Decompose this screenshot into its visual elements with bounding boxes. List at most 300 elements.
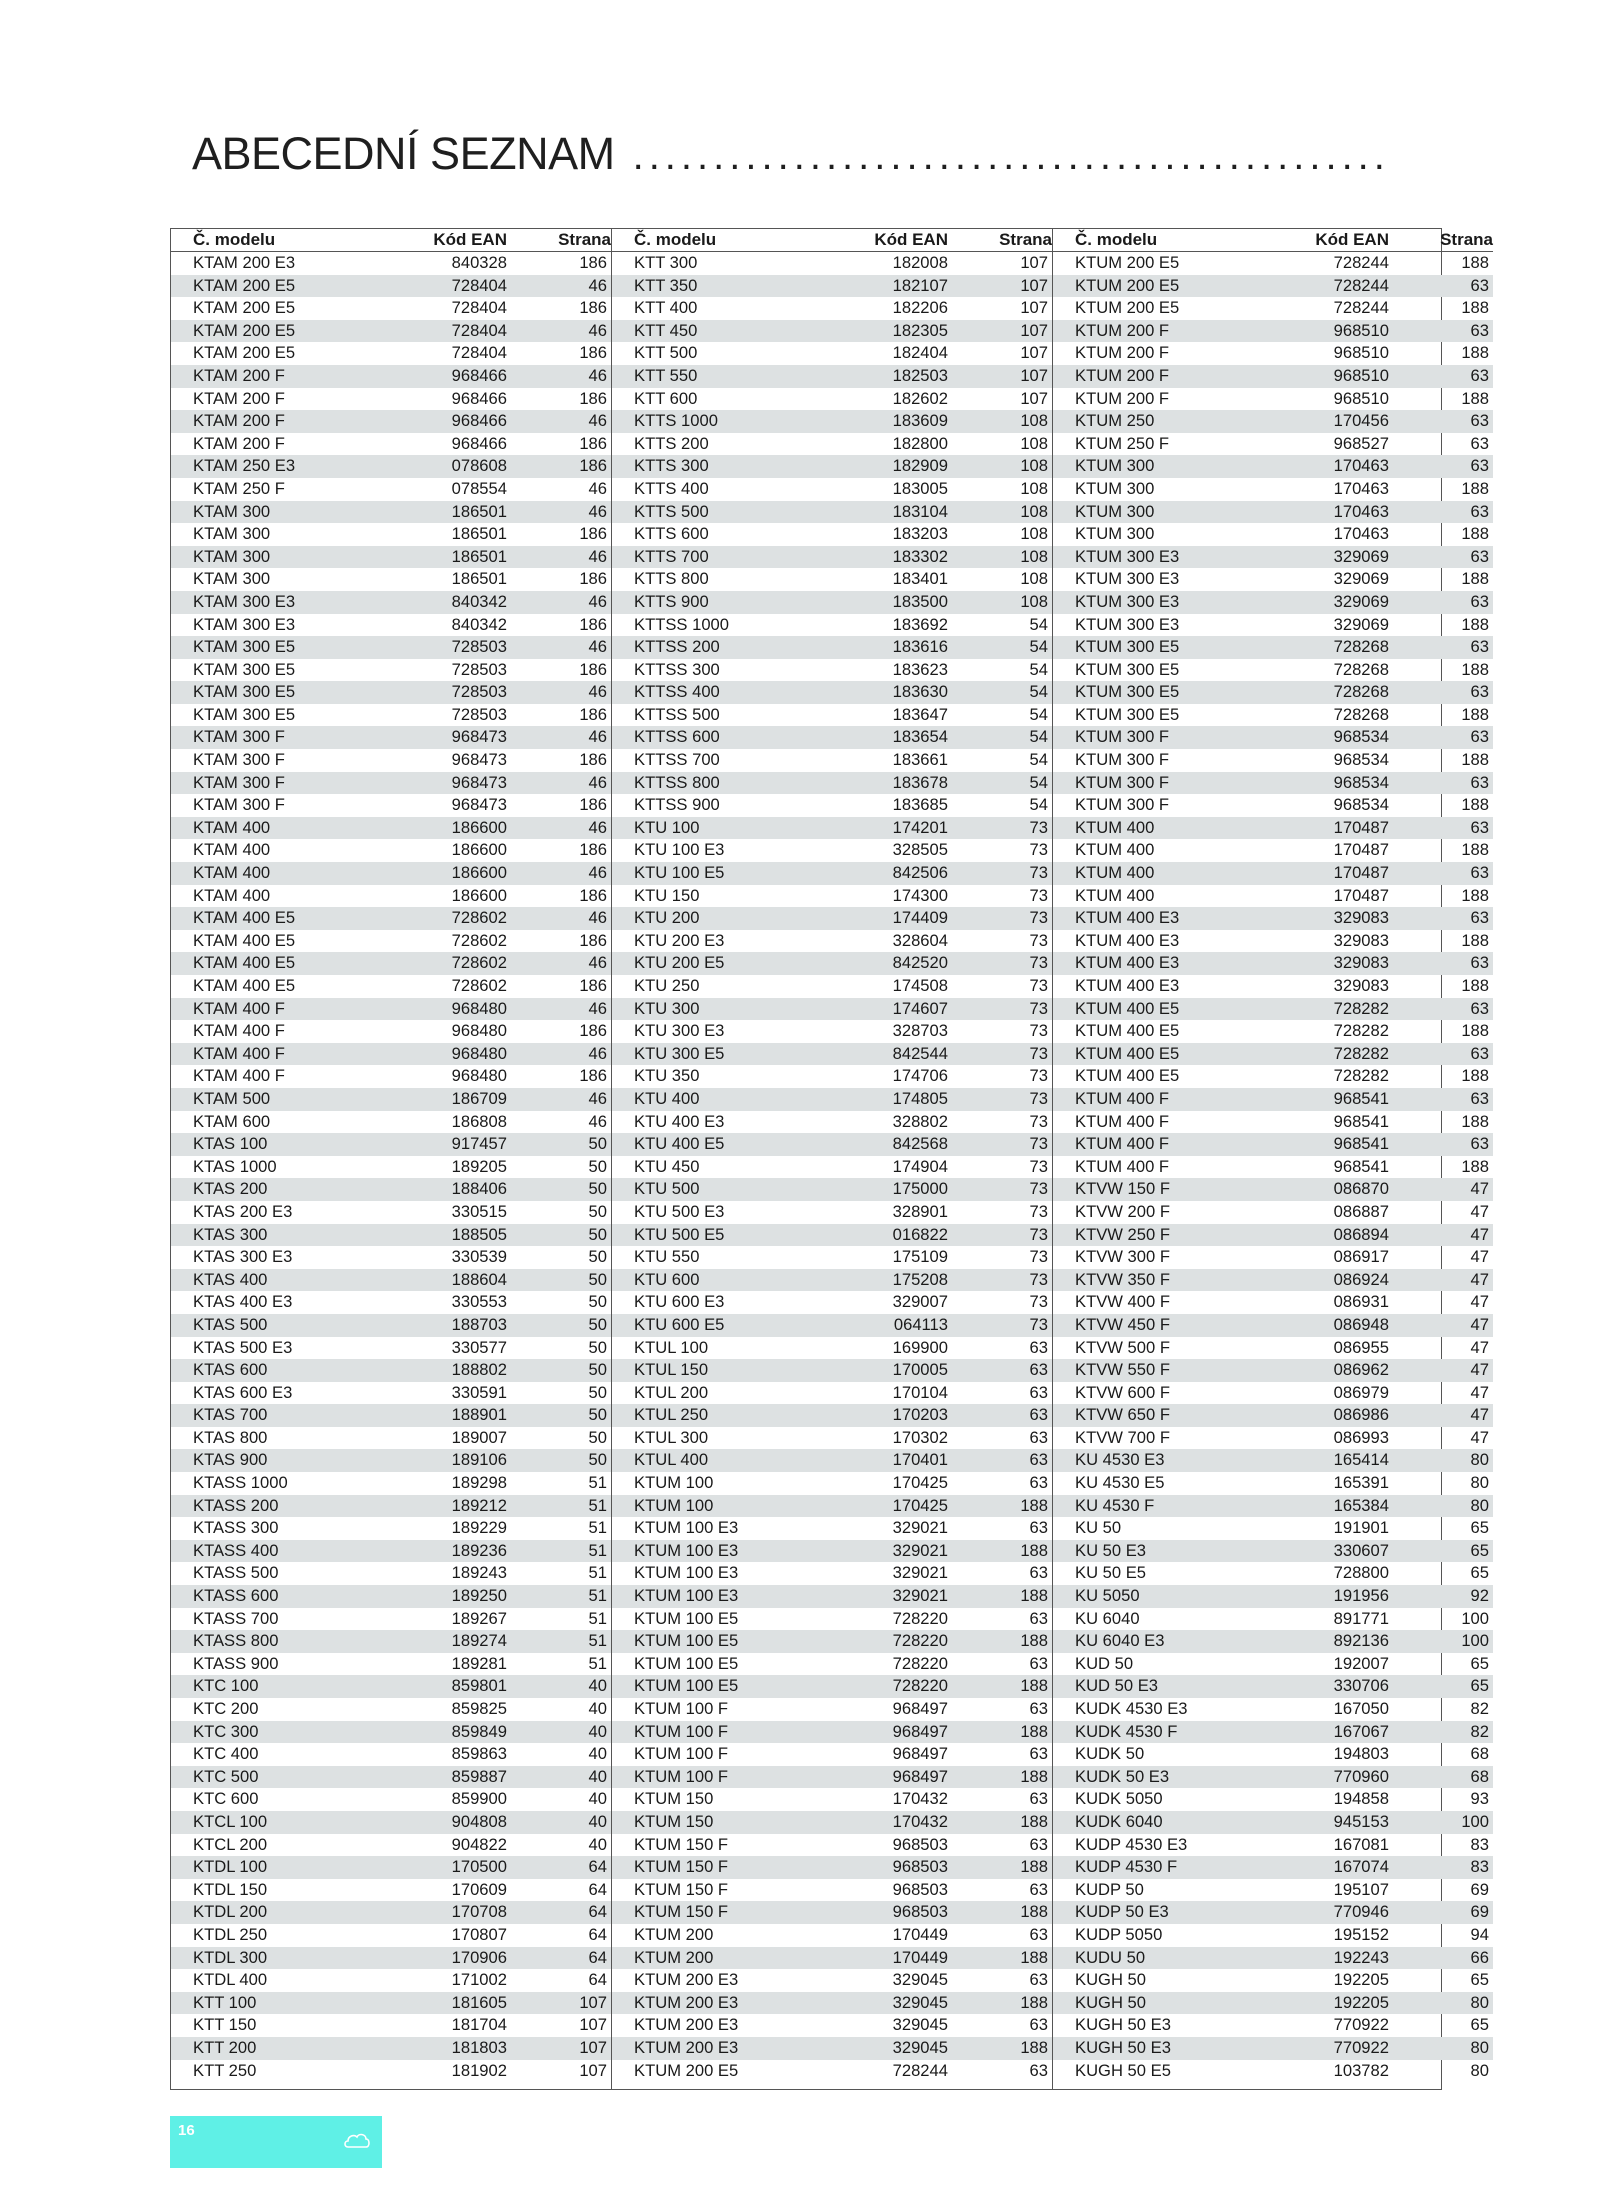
cell-ean: 086948 [1333, 1314, 1389, 1334]
cell-strana: 63 [1029, 1563, 1048, 1583]
cell-ean: 183203 [892, 524, 948, 544]
cell-model: KTAM 300 E5 [193, 682, 296, 702]
table-row [1053, 1224, 1493, 1247]
table-row [612, 862, 1052, 885]
table-row [171, 568, 611, 591]
cell-model: KTUL 200 [634, 1382, 709, 1402]
cell-strana: 51 [588, 1495, 607, 1515]
cell-ean: 859849 [451, 1721, 507, 1741]
cell-ean: 728244 [1333, 275, 1389, 295]
cell-model: KTAS 300 [193, 1224, 268, 1244]
cell-model: KTUM 300 E5 [1075, 704, 1180, 724]
cell-model: KTAS 900 [193, 1450, 268, 1470]
cell-model: KTUM 400 [1075, 840, 1155, 860]
cell-ean: 182800 [892, 433, 948, 453]
cell-model: KUDP 50 [1075, 1879, 1144, 1899]
cell-ean: 170487 [1333, 840, 1389, 860]
table-row [612, 636, 1052, 659]
cell-strana: 46 [588, 275, 607, 295]
cell-ean: 194858 [1333, 1789, 1389, 1809]
table-row [1053, 433, 1493, 456]
cell-strana: 108 [1020, 569, 1048, 589]
cell-model: KTU 200 E5 [634, 953, 725, 973]
cell-strana: 47 [1470, 1427, 1489, 1447]
table-row [612, 1992, 1052, 2015]
cell-ean: 328604 [892, 930, 948, 950]
cell-ean: 728503 [451, 659, 507, 679]
cell-strana: 63 [1029, 1405, 1048, 1425]
cell-strana: 47 [1470, 1360, 1489, 1380]
cell-strana: 64 [588, 1902, 607, 1922]
table-row [171, 1291, 611, 1314]
table-row [612, 478, 1052, 501]
cell-strana: 47 [1470, 1292, 1489, 1312]
cell-strana: 188 [1461, 298, 1489, 318]
cell-ean: 086986 [1333, 1405, 1389, 1425]
cell-ean: 329069 [1333, 546, 1389, 566]
table-row [1053, 1359, 1493, 1382]
cell-strana: 63 [1029, 1879, 1048, 1899]
cell-model: KTCL 100 [193, 1811, 268, 1831]
table-row [1053, 1201, 1493, 1224]
table-row [171, 704, 611, 727]
cell-ean: 329045 [892, 2037, 948, 2057]
cell-strana: 63 [1470, 1134, 1489, 1154]
cell-ean: 328505 [892, 840, 948, 860]
table-row [171, 772, 611, 795]
cell-model: KTUM 100 E3 [634, 1518, 739, 1538]
cell-model: KTTSS 1000 [634, 614, 730, 634]
cell-ean: 728220 [892, 1653, 948, 1673]
cell-strana: 47 [1470, 1337, 1489, 1357]
table-header [612, 229, 1052, 252]
cell-model: KUDK 50 [1075, 1744, 1145, 1764]
cell-ean: 195152 [1333, 1924, 1389, 1944]
cell-model: KU 50 E3 [1075, 1540, 1147, 1560]
cell-strana: 73 [1029, 885, 1048, 905]
cell-model: KTUM 400 E5 [1075, 998, 1180, 1018]
table-row [612, 1653, 1052, 1676]
cell-ean: 770960 [1333, 1766, 1389, 1786]
cell-strana: 94 [1470, 1924, 1489, 1944]
cell-strana: 186 [579, 614, 607, 634]
cell-ean: 183654 [892, 727, 948, 747]
table-row [171, 952, 611, 975]
cell-ean: 728268 [1333, 704, 1389, 724]
cell-strana: 50 [588, 1450, 607, 1470]
cell-ean: 968503 [892, 1879, 948, 1899]
cell-strana: 50 [588, 1292, 607, 1312]
cell-strana: 73 [1029, 1043, 1048, 1063]
table-row [171, 817, 611, 840]
cell-model: KTDL 200 [193, 1902, 268, 1922]
cell-model: KTTS 300 [634, 456, 709, 476]
cell-strana: 68 [1470, 1766, 1489, 1786]
cell-ean: 086917 [1333, 1247, 1389, 1267]
cell-strana: 73 [1029, 1066, 1048, 1086]
cell-strana: 68 [1470, 1744, 1489, 1764]
cell-model: KTT 250 [193, 2060, 257, 2080]
cell-strana: 188 [1461, 659, 1489, 679]
cell-model: KTVW 500 F [1075, 1337, 1170, 1357]
cell-model: KTAM 200 F [193, 433, 285, 453]
cell-model: KTVW 150 F [1075, 1179, 1170, 1199]
table-row [171, 1020, 611, 1043]
cell-model: KTAM 400 F [193, 1043, 285, 1063]
cell-ean: 167050 [1333, 1699, 1389, 1718]
cell-ean: 859900 [451, 1789, 507, 1809]
cell-ean: 904822 [451, 1834, 507, 1854]
cell-model: KTT 350 [634, 275, 698, 295]
cell-ean: 892136 [1333, 1631, 1389, 1651]
table-row [612, 546, 1052, 569]
cell-model: KTUM 300 E3 [1075, 614, 1180, 634]
cell-ean: 859863 [451, 1744, 507, 1764]
cell-model: KTAS 700 [193, 1405, 268, 1425]
cell-strana: 73 [1029, 1314, 1048, 1334]
cell-strana: 107 [1020, 365, 1048, 385]
table-row [171, 1224, 611, 1247]
table-row [171, 1743, 611, 1766]
cell-model: KTTS 200 [634, 433, 709, 453]
table-row [1053, 546, 1493, 569]
cell-model: KTU 600 E3 [634, 1292, 725, 1312]
cell-strana: 186 [579, 1021, 607, 1041]
table-row [1053, 320, 1493, 343]
cell-ean: 968510 [1333, 388, 1389, 408]
cell-ean: 183104 [892, 501, 948, 521]
table-row [612, 1427, 1052, 1450]
cell-model: KUGH 50 E5 [1075, 2060, 1171, 2080]
table-row [1053, 1404, 1493, 1427]
cell-model: KTDL 150 [193, 1879, 268, 1899]
cell-ean: 968510 [1333, 365, 1389, 385]
cell-ean: 182909 [892, 456, 948, 476]
cell-ean: 728244 [1333, 253, 1389, 272]
cell-ean: 195107 [1333, 1879, 1389, 1899]
table-row [1053, 930, 1493, 953]
table-row [1053, 1043, 1493, 1066]
cell-strana: 73 [1029, 908, 1048, 928]
table-row [1053, 998, 1493, 1021]
cell-model: KTUM 400 F [1075, 1156, 1170, 1176]
table-row [612, 2037, 1052, 2060]
table-row [171, 1133, 611, 1156]
table-row [612, 1156, 1052, 1179]
cell-model: KUGH 50 E3 [1075, 2037, 1171, 2057]
table-row [171, 1449, 611, 1472]
cell-strana: 46 [588, 727, 607, 747]
page-footer-tab [170, 2116, 382, 2168]
cell-strana: 50 [588, 1314, 607, 1334]
cell-model: KTAS 200 [193, 1179, 268, 1199]
cell-ean: 170463 [1333, 524, 1389, 544]
header-strana: Strana [558, 230, 611, 249]
cell-strana: 73 [1029, 1201, 1048, 1221]
table-row [171, 1427, 611, 1450]
cell-model: KTAM 300 [193, 524, 271, 544]
cell-strana: 108 [1020, 591, 1048, 611]
cell-ean: 086955 [1333, 1337, 1389, 1357]
cell-strana: 40 [588, 1676, 607, 1696]
table-row [171, 1901, 611, 1924]
cell-model: KTAM 300 E3 [193, 614, 296, 634]
table-row [171, 1834, 611, 1857]
cell-ean: 840328 [451, 253, 507, 272]
table-row [1053, 455, 1493, 478]
cell-strana: 73 [1029, 998, 1048, 1018]
cell-ean: 170463 [1333, 478, 1389, 498]
table-row [171, 1585, 611, 1608]
cell-model: KTVW 300 F [1075, 1247, 1170, 1267]
cell-ean: 192007 [1333, 1653, 1389, 1673]
cell-strana: 186 [579, 659, 607, 679]
table-row [612, 1901, 1052, 1924]
cell-ean: 728282 [1333, 1043, 1389, 1063]
cell-strana: 63 [1470, 275, 1489, 295]
cell-strana: 186 [579, 456, 607, 476]
cell-model: KTU 400 E5 [634, 1134, 725, 1154]
cell-strana: 73 [1029, 930, 1048, 950]
table-row [1053, 1178, 1493, 1201]
cell-strana: 51 [588, 1586, 607, 1606]
cell-ean: 842544 [892, 1043, 948, 1063]
cell-model: KTUM 200 E3 [634, 2037, 739, 2057]
cell-model: KTUM 150 F [634, 1902, 729, 1922]
cell-strana: 63 [1470, 320, 1489, 340]
cell-strana: 40 [588, 1811, 607, 1831]
cell-ean: 330607 [1333, 1540, 1389, 1560]
cell-ean: 842506 [892, 863, 948, 883]
cell-strana: 188 [1461, 1111, 1489, 1131]
cell-model: KUD 50 [1075, 1653, 1134, 1673]
cell-strana: 63 [1029, 1653, 1048, 1673]
cell-ean: 728282 [1333, 1066, 1389, 1086]
cell-ean: 728503 [451, 637, 507, 657]
cell-model: KTUM 400 E3 [1075, 908, 1180, 928]
cell-model: KTAS 100 [193, 1134, 268, 1154]
cell-ean: 728220 [892, 1631, 948, 1651]
cell-strana: 46 [588, 953, 607, 973]
cell-model: KTTSS 300 [634, 659, 720, 679]
table-row [1053, 1065, 1493, 1088]
cell-ean: 329021 [892, 1518, 948, 1538]
cell-model: KTAM 200 E3 [193, 253, 296, 272]
table-row [171, 1382, 611, 1405]
cell-ean: 328802 [892, 1111, 948, 1131]
table-row [1053, 501, 1493, 524]
cell-ean: 968480 [451, 1066, 507, 1086]
cell-ean: 968466 [451, 388, 507, 408]
cell-model: KTUL 300 [634, 1427, 709, 1447]
cell-model: KTAS 1000 [193, 1156, 277, 1176]
cell-strana: 188 [1461, 569, 1489, 589]
cell-model: KUDP 50 E3 [1075, 1902, 1169, 1922]
cell-strana: 50 [588, 1247, 607, 1267]
table-row [171, 1111, 611, 1134]
cell-strana: 46 [588, 682, 607, 702]
cell-model: KTUM 200 E5 [634, 2060, 739, 2080]
table-row [612, 749, 1052, 772]
cell-model: KTUM 300 E5 [1075, 659, 1180, 679]
cell-model: KTAM 300 E5 [193, 704, 296, 724]
cell-strana: 46 [588, 817, 607, 837]
cell-model: KTAS 500 E3 [193, 1337, 293, 1357]
table-row [1053, 1585, 1493, 1608]
cell-strana: 47 [1470, 1179, 1489, 1199]
cell-model: KUGH 50 [1075, 1970, 1147, 1990]
cell-strana: 188 [1020, 1586, 1048, 1606]
table-row [1053, 1630, 1493, 1653]
cloud-icon [342, 2128, 372, 2152]
cell-strana: 64 [588, 1970, 607, 1990]
table-row [171, 1540, 611, 1563]
cell-ean: 186501 [451, 546, 507, 566]
table-row [612, 952, 1052, 975]
cell-ean: 328703 [892, 1021, 948, 1041]
table-row [171, 297, 611, 320]
cell-ean: 891771 [1333, 1608, 1389, 1628]
cell-ean: 728800 [1333, 1563, 1389, 1583]
table-row [612, 1766, 1052, 1789]
cell-model: KUDK 50 E3 [1075, 1766, 1170, 1786]
cell-model: KTAM 300 F [193, 750, 285, 770]
cell-model: KTUM 150 [634, 1811, 714, 1831]
cell-model: KTUM 200 E5 [1075, 275, 1180, 295]
cell-model: KTUM 100 E5 [634, 1676, 739, 1696]
cell-model: KTU 100 [634, 817, 700, 837]
cell-strana: 73 [1029, 1088, 1048, 1108]
cell-strana: 107 [579, 1992, 607, 2012]
cell-strana: 80 [1470, 1495, 1489, 1515]
table-row [612, 1111, 1052, 1134]
cell-ean: 170432 [892, 1811, 948, 1831]
cell-model: KTVW 400 F [1075, 1292, 1170, 1312]
table-row [1053, 252, 1493, 275]
cell-model: KTC 100 [193, 1676, 259, 1696]
cell-ean: 968527 [1333, 433, 1389, 453]
table-column [171, 229, 611, 2089]
cell-model: KTTS 400 [634, 478, 709, 498]
cell-model: KTVW 600 F [1075, 1382, 1170, 1402]
cell-model: KTAM 200 E5 [193, 275, 296, 295]
cell-model: KTUM 200 F [1075, 320, 1170, 340]
cell-ean: 728602 [451, 953, 507, 973]
table-row [1053, 1156, 1493, 1179]
cell-model: KTU 300 [634, 998, 700, 1018]
cell-ean: 728220 [892, 1608, 948, 1628]
cell-model: KTASS 600 [193, 1586, 279, 1606]
cell-model: KTUM 300 E3 [1075, 569, 1180, 589]
cell-strana: 46 [588, 478, 607, 498]
cell-ean: 968473 [451, 772, 507, 792]
cell-ean: 170104 [892, 1382, 948, 1402]
cell-model: KTAS 800 [193, 1427, 268, 1447]
cell-model: KTU 550 [634, 1247, 700, 1267]
cell-strana: 63 [1470, 637, 1489, 657]
cell-model: KTT 300 [634, 253, 698, 272]
cell-model: KTT 150 [193, 2015, 257, 2035]
table-row [612, 568, 1052, 591]
table-row [171, 1721, 611, 1744]
table-row [612, 1449, 1052, 1472]
cell-ean: 194803 [1333, 1744, 1389, 1764]
cell-ean: 728268 [1333, 637, 1389, 657]
cell-strana: 63 [1470, 591, 1489, 611]
table-row [1053, 342, 1493, 365]
cell-ean: 181704 [451, 2015, 507, 2035]
header-model: Č. modelu [1075, 230, 1158, 249]
table-row [612, 1834, 1052, 1857]
table-row [1053, 862, 1493, 885]
cell-strana: 186 [579, 885, 607, 905]
cell-strana: 108 [1020, 433, 1048, 453]
table-row [612, 1517, 1052, 1540]
cell-ean: 189106 [451, 1450, 507, 1470]
cell-ean: 170487 [1333, 863, 1389, 883]
cell-model: KTTS 700 [634, 546, 709, 566]
table-row [171, 885, 611, 908]
cell-ean: 859801 [451, 1676, 507, 1696]
cell-ean: 728282 [1333, 998, 1389, 1018]
cell-model: KU 4530 E5 [1075, 1473, 1165, 1493]
cell-ean: 183401 [892, 569, 948, 589]
cell-strana: 47 [1470, 1382, 1489, 1402]
cell-strana: 107 [1020, 343, 1048, 363]
cell-model: KTU 450 [634, 1156, 700, 1176]
cell-model: KTUM 300 E3 [1075, 591, 1180, 611]
table-row [612, 839, 1052, 862]
table-row [171, 1947, 611, 1970]
cell-ean: 170708 [451, 1902, 507, 1922]
table-row [1053, 410, 1493, 433]
cell-model: KTAM 400 E5 [193, 908, 296, 928]
cell-strana: 108 [1020, 456, 1048, 476]
table-row [1053, 817, 1493, 840]
cell-ean: 328901 [892, 1201, 948, 1221]
cell-strana: 65 [1470, 1676, 1489, 1696]
cell-model: KTCL 200 [193, 1834, 268, 1854]
cell-model: KTT 450 [634, 320, 698, 340]
cell-strana: 186 [579, 253, 607, 272]
cell-ean: 968466 [451, 411, 507, 431]
cell-ean: 968473 [451, 750, 507, 770]
table-row [612, 1495, 1052, 1518]
table-header [1053, 229, 1493, 252]
cell-strana: 46 [588, 863, 607, 883]
cell-ean: 167067 [1333, 1721, 1389, 1741]
cell-strana: 188 [1020, 1857, 1048, 1877]
cell-strana: 188 [1020, 1540, 1048, 1560]
table-row [612, 1585, 1052, 1608]
table-row [171, 591, 611, 614]
cell-strana: 63 [1029, 2060, 1048, 2080]
cell-strana: 186 [579, 795, 607, 815]
table-row [1053, 1675, 1493, 1698]
table-row [171, 365, 611, 388]
cell-strana: 51 [588, 1608, 607, 1628]
cell-ean: 170807 [451, 1924, 507, 1944]
cell-ean: 968480 [451, 998, 507, 1018]
table-row [1053, 681, 1493, 704]
cell-ean: 968510 [1333, 320, 1389, 340]
cell-ean: 182602 [892, 388, 948, 408]
table-row [612, 1472, 1052, 1495]
cell-ean: 086962 [1333, 1360, 1389, 1380]
table-row [171, 975, 611, 998]
cell-ean: 078608 [451, 456, 507, 476]
table-row [1053, 1856, 1493, 1879]
